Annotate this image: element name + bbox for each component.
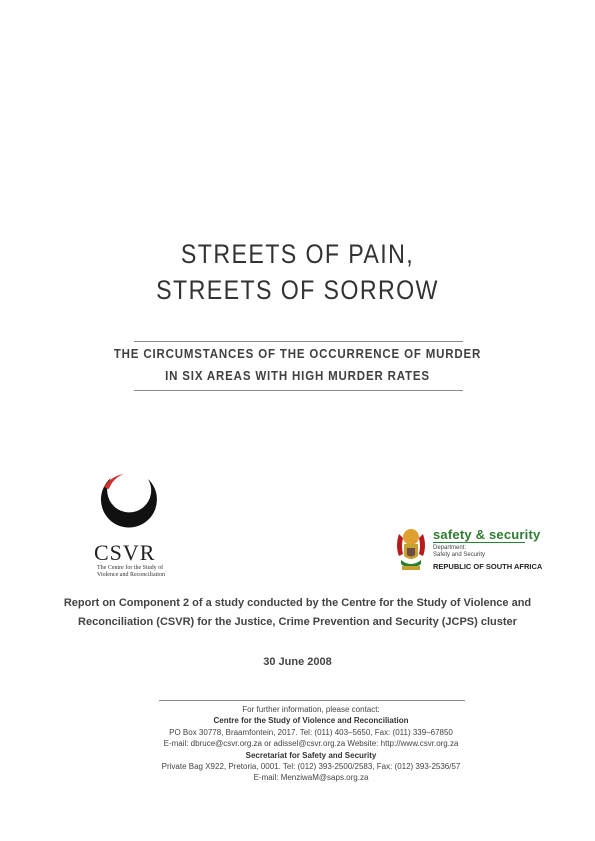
contact-top-rule (159, 700, 465, 701)
csvr-wordmark: CSVR (94, 540, 156, 565)
coat-of-arms-icon (393, 526, 429, 574)
csvr-subtitle (97, 565, 177, 579)
title-line-2: STREETS OF SORROW (156, 275, 439, 305)
report-description (0, 594, 595, 632)
csvr-subtitle-line-1: The Centre for the Study of (97, 565, 164, 571)
csvr-address: PO Box 30778, Braamfontein, 2017. Tel: (011) 403–5650, Fax: (011) 339–67850 (169, 727, 453, 737)
subtitle-bottom-rule (134, 390, 463, 391)
report-date: 30 June 2008 (263, 656, 332, 668)
csvr-email: E-mail: dbruce@csvr.org.za or adissel@csvr.org.za Website: http://www.csvr.org.za (163, 739, 459, 749)
csvr-org-name: Centre for the Study of Violence and Reconciliation (213, 716, 409, 726)
contact-intro: For further information, please contact: (242, 705, 380, 714)
saps-dept-line-2: Safety and Security (433, 552, 486, 558)
subtitle-line-1: THE CIRCUMSTANCES OF THE OCCURRENCE OF MURDER (113, 347, 482, 361)
title-line-1: STREETS OF PAIN, (180, 239, 415, 269)
subtitle-top-rule (134, 341, 463, 342)
report-line-2: Reconciliation (CSVR) for the Justice, Crime Prevention and Security (JCPS) cluster (78, 616, 517, 628)
saps-country: REPUBLIC OF SOUTH AFRICA (433, 562, 543, 571)
saps-underline (433, 542, 525, 543)
contact-block (0, 704, 595, 784)
secretariat-email: E-mail: MenziwaM@saps.org.za (253, 773, 369, 783)
report-line-1: Report on Component 2 of a study conducted by the Centre for the Study of Violence and (63, 597, 532, 609)
csvr-red-arc (104, 474, 124, 489)
saps-department (433, 545, 485, 559)
secretariat-org-name: Secretariat for Safety and Security (245, 750, 377, 760)
saps-wordmark: safety & security (433, 527, 541, 542)
report-title (42, 236, 554, 308)
report-subtitle (24, 343, 571, 387)
secretariat-address: Private Bag X922, Pretoria, 0001. Tel: (012) 393-2500/2583, Fax: (012) 393-2536/57 (161, 762, 461, 772)
subtitle-line-2: IN SIX AREAS WITH HIGH MURDER RATES (165, 369, 430, 383)
saps-dept-line-1: Department: (433, 545, 467, 551)
csvr-subtitle-line-2: Violence and Reconciliation (97, 572, 165, 578)
